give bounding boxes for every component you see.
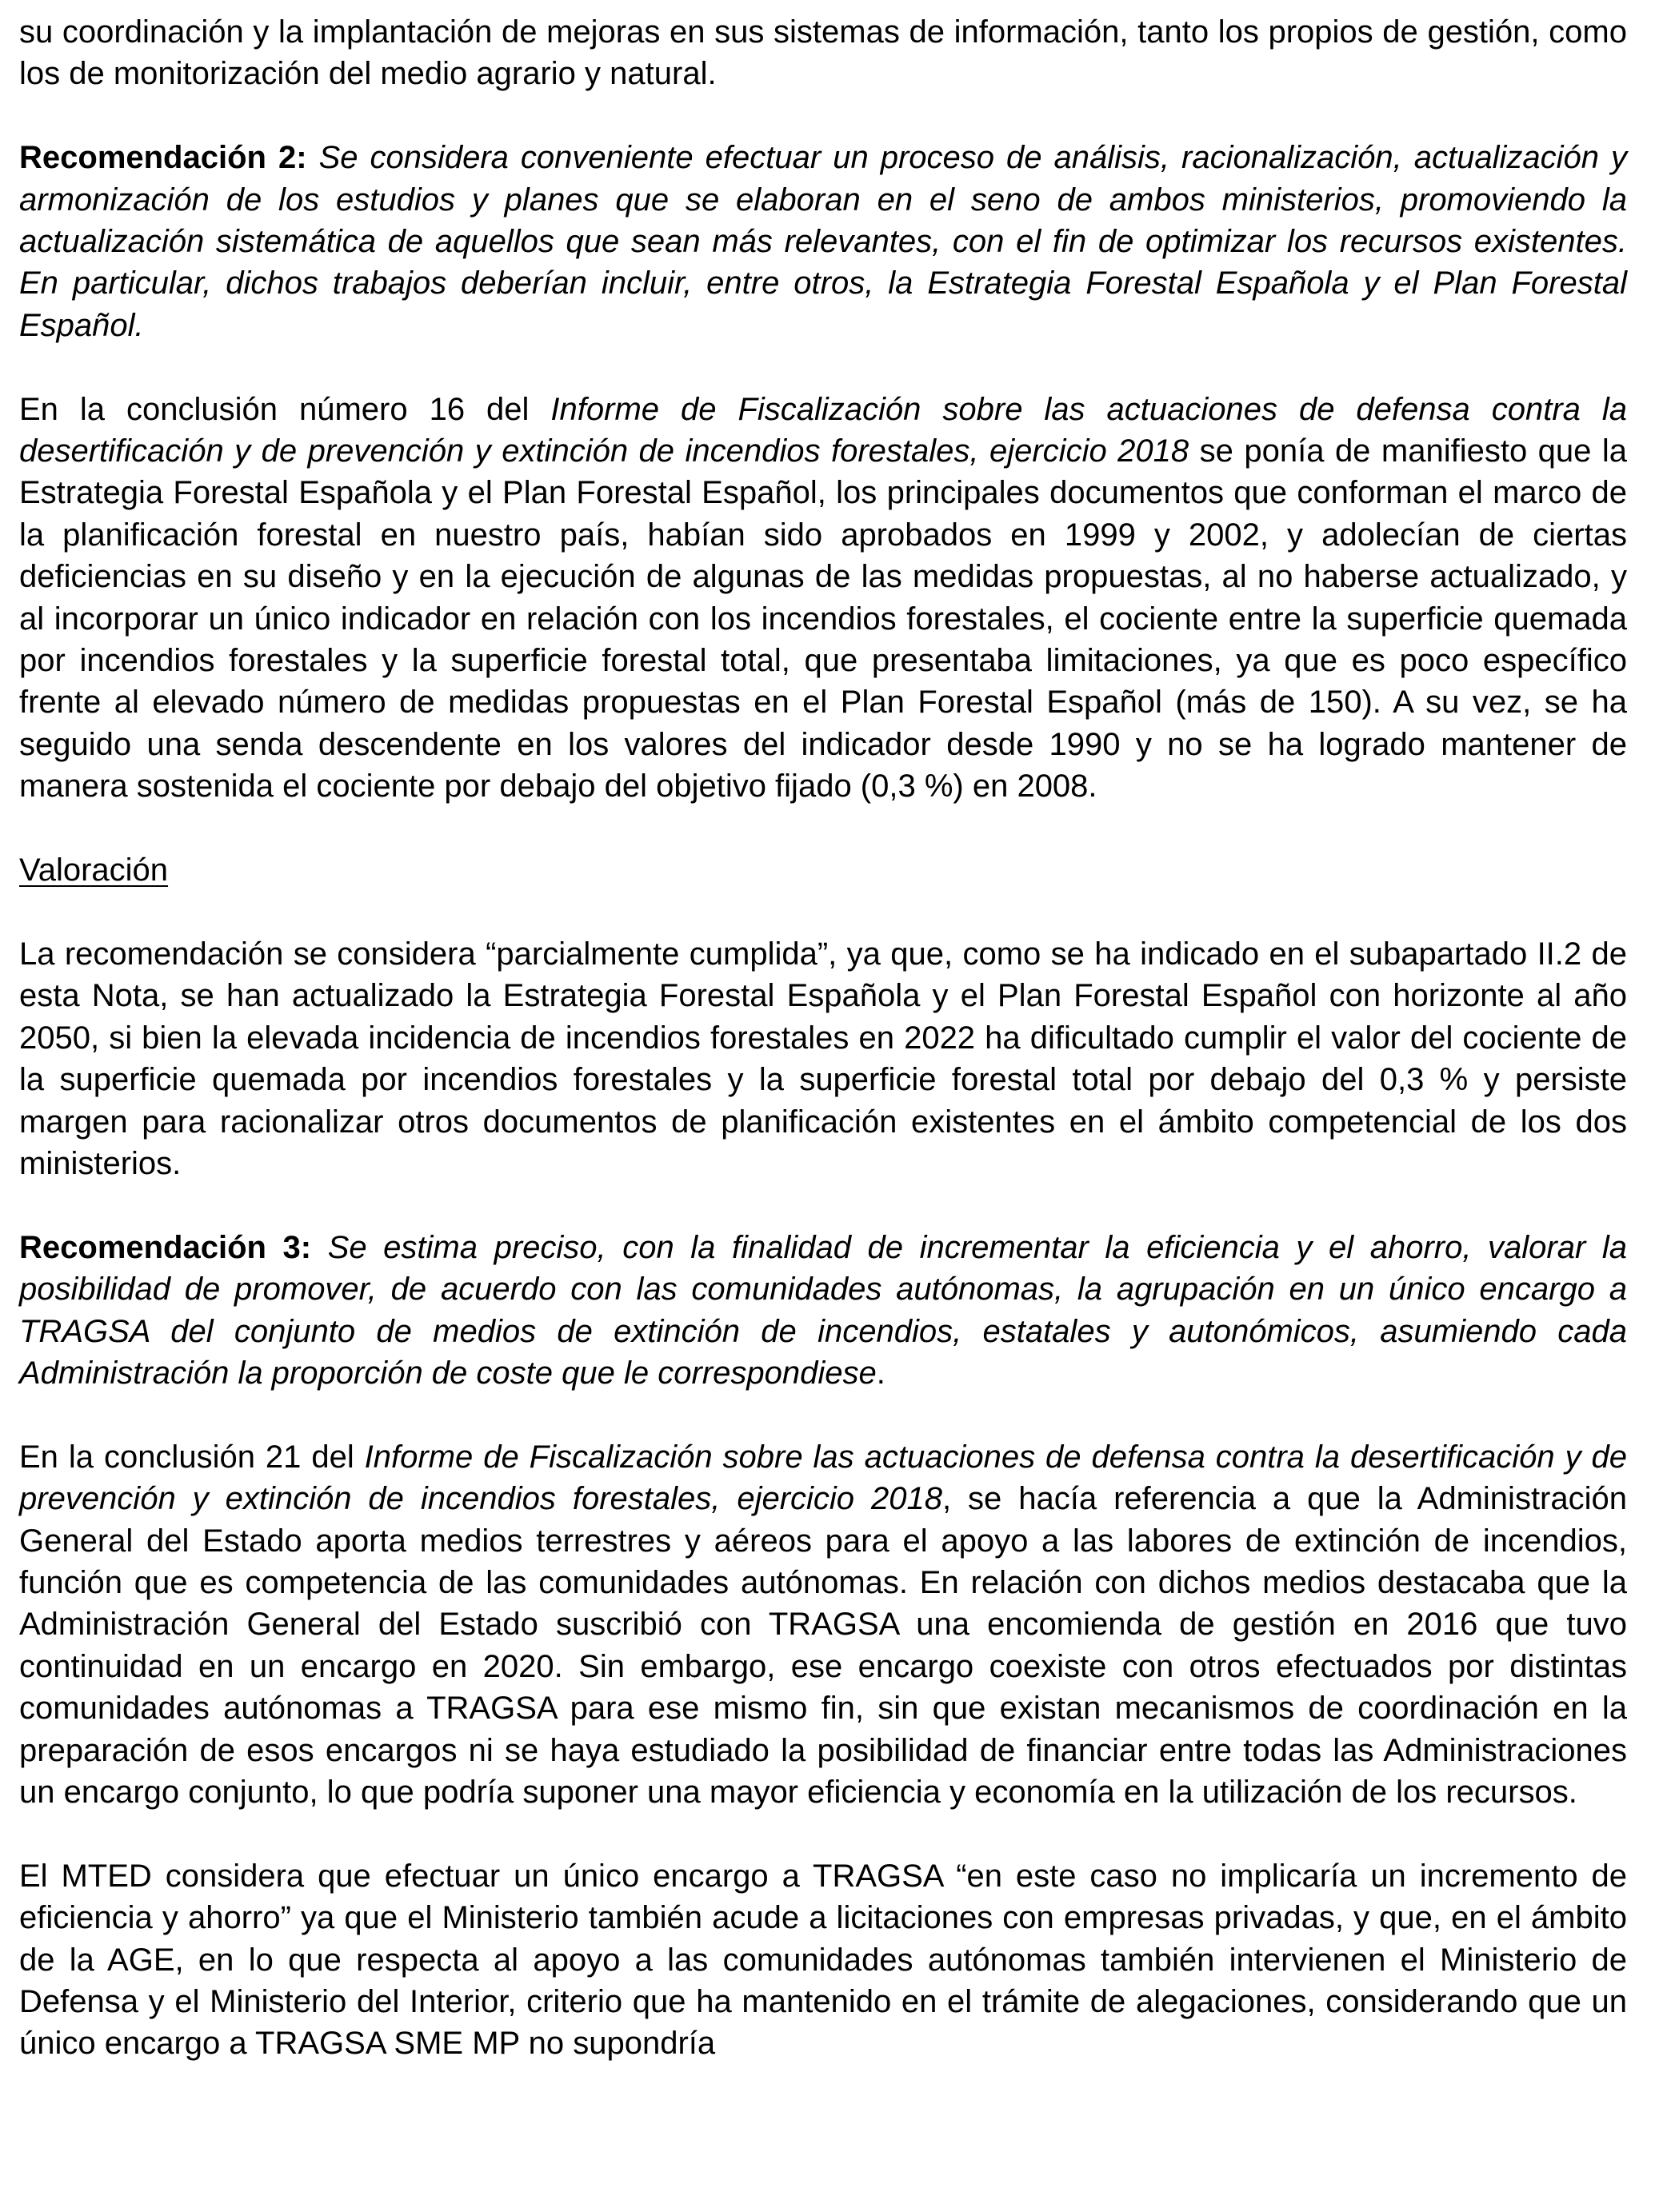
recommendation-2-label: Recomendación 2: (19, 140, 307, 176)
conclusion-21-intro: En la conclusión 21 del (19, 1439, 354, 1475)
mted-paragraph (19, 1855, 1627, 2065)
conclusion-21-body: , se hacía referencia a que la Administración General del Estado aporta medios terrestres y aéreos para el apoyo a las labores de extinción de incendios, función que es competencia de las comunidades autónomas. En relación con dichos medios destacaba que la Administración General del Estado suscribió con TRAGSA una encomienda de gestión en 2016 que tuvo continuidad en un encargo en 2020. Sin embargo, ese encargo coexiste con otros efectuados por distintas comunidades autónomas a TRAGSA para ese mismo fin, sin que existan mecanismos de coordinación en la preparación de esos encargos ni se haya estudiado la posibilidad de financiar entre todas las Administraciones un encargo conjunto, lo que podría suponer una mayor eficiencia y economía en la utilización de los recursos. (19, 1481, 1627, 1810)
conclusion-16-intro: En la conclusión número 16 del (19, 391, 530, 427)
document-page (19, 11, 1627, 2065)
report-title: Informe de Fiscalización sobre las actuaciones de defensa contra la desertificación y de prevención y extinción de incendios forestales, ejercicio 2018 (19, 391, 1628, 469)
section-heading: Valoración (19, 852, 169, 888)
paragraph-text: su coordinación y la implantación de mejoras en sus sistemas de información, tanto los propios de gestión, como los de monitorización del medio agrario y natural. (19, 14, 1627, 92)
recommendation-2-paragraph (19, 137, 1627, 346)
recommendation-3-end: . (876, 1355, 885, 1391)
conclusion-16-body: se ponía de manifiesto que la Estrategia Forestal Española y el Plan Forestal Español, los principales documentos que conforman el marco de la planificación forestal en nuestro país, habían sido aprobados en 1999 y 2002, y adolecían de ciertas deficiencias en su diseño y en la ejecución de algunas de las medidas propuestas, al no haberse actualizado, y al incorporar un único indicador en relación con los incendios forestales, el cociente entre la superficie quemada por incendios forestales y la superficie forestal total, que presentaba limitaciones, ya que es poco específico frente al elevado número de medidas propuestas en el Plan Forestal Español (más de 150). A su vez, se ha seguido una senda descendente en los valores del indicador desde 1990 y no se ha logrado mantener de manera sostenida el cociente por debajo del objetivo fijado (0,3 %) en 2008. (19, 433, 1628, 805)
conclusion-21-paragraph (19, 1436, 1627, 1814)
valoracion-heading-paragraph (19, 849, 1627, 891)
conclusion-16-paragraph (19, 389, 1627, 808)
valoracion-text: La recomendación se considera “parcialmente cumplida”, ya que, como se ha indicado en el subapartado II.2 de esta Nota, se han actualizado la Estrategia Forestal Española y el Plan Forestal Español con horizonte al año 2050, si bien la elevada incidencia de incendios forestales en 2022 ha dificultado cumplir el valor del cociente de la superficie quemada por incendios forestales y la superficie forestal total por debajo del 0,3 % y persiste margen para racionalizar otros documentos de planificación existentes en el ámbito competencial de los dos ministerios. (19, 936, 1627, 1181)
recommendation-3-label: Recomendación 3: (19, 1229, 312, 1265)
mted-text: El MTED considera que efectuar un único encargo a TRAGSA “en este caso no implicaría un incremento de eficiencia y ahorro” ya que el Ministerio también acude a licitaciones con empresas privadas, y que, en el ámbito de la AGE, en lo que respecta al apoyo a las comunidades autónomas también intervienen el Ministerio de Defensa y el Ministerio del Interior, criterio que ha mantenido en el trámite de alegaciones, considerando que un único encargo a TRAGSA SME MP no supondría (19, 1858, 1627, 2062)
recommendation-2-text: Se considera conveniente efectuar un proceso de análisis, racionalización, actualización y armonización de los estudios y planes que se elaboran en el seno de ambos ministerios, promoviendo la actualización sistemática de aquellos que sean más relevantes, con el fin de optimizar los recursos existentes. En particular, dichos trabajos deberían incluir, entre otros, la Estrategia Forestal Española y el Plan Forestal Español. (19, 140, 1627, 343)
recommendation-3-paragraph (19, 1227, 1627, 1395)
paragraph-continuation (19, 11, 1627, 95)
valoracion-paragraph (19, 933, 1627, 1184)
report-title: Informe de Fiscalización sobre las actuaciones de defensa contra la desertificación y de prevención y extinción de incendios forestales, ejercicio 2018 (19, 1439, 1627, 1517)
recommendation-3-text: Se estima preciso, con la finalidad de incrementar la eficiencia y el ahorro, valorar la posibilidad de promover, de acuerdo con las comunidades autónomas, la agrupación en un único encargo a TRAGSA del conjunto de medios de extinción de incendios, estatales y autonómicos, asumiendo cada Administración la proporción de coste que le correspondiese (19, 1229, 1627, 1391)
